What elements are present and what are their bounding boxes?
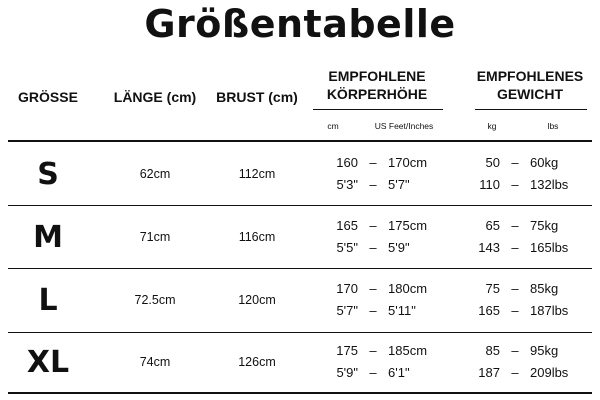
size-label: M: [33, 219, 63, 255]
height-cm-to: 170cm: [388, 155, 428, 170]
chest-value: 120cm: [238, 293, 276, 307]
height-range: [318, 143, 444, 205]
dash: –: [511, 343, 519, 358]
header-size: GRÖSSE: [18, 89, 78, 105]
size-label: XL: [26, 344, 70, 380]
height-ft-to: 5'11": [388, 303, 416, 318]
table-row: [0, 206, 600, 268]
dash: –: [369, 365, 377, 380]
weight-lb-to: 165lbs: [530, 240, 569, 255]
weight-lb-from: 110: [479, 177, 500, 192]
header-height: [310, 67, 444, 103]
height-ft-from: 5'9": [336, 365, 358, 380]
height-cm-from: 175: [336, 343, 358, 358]
table-row: [0, 331, 600, 393]
header-height-rule: [313, 109, 443, 110]
height-ft-from: 5'7": [336, 303, 358, 318]
height-range: [318, 331, 444, 393]
weight-kg-from: 85: [485, 343, 500, 358]
chest-value: 116cm: [238, 230, 276, 244]
header-weight-rule: [475, 109, 587, 110]
length-value: 71cm: [139, 230, 171, 244]
dash: –: [511, 218, 519, 233]
subheader-lbs: lbs: [547, 121, 559, 131]
subheader-cm: cm: [327, 121, 339, 131]
length-value: 74cm: [139, 355, 171, 369]
weight-kg-to: 95kg: [530, 343, 559, 358]
weight-kg-to: 85kg: [530, 281, 559, 296]
dash: –: [369, 343, 377, 358]
height-range: [318, 206, 444, 268]
header-weight-line1: EMPFOHLENES: [476, 68, 584, 84]
weight-lb-to: 187lbs: [530, 303, 569, 318]
height-cm-from: 165: [336, 218, 358, 233]
subheader-kg: kg: [487, 121, 497, 131]
size-label: L: [38, 282, 58, 318]
height-ft-to: 6'1": [388, 365, 410, 380]
dash: –: [369, 218, 377, 233]
header-height-line2: KÖRPERHÖHE: [326, 86, 428, 102]
weight-range: [458, 206, 586, 268]
dash: –: [511, 155, 519, 170]
header-weight: [470, 67, 590, 103]
chest-value: 126cm: [238, 355, 276, 369]
weight-lb-to: 132lbs: [530, 177, 569, 192]
height-ft-from: 5'5": [336, 240, 358, 255]
dash: –: [511, 177, 519, 192]
size-label: S: [37, 156, 59, 192]
dash: –: [511, 303, 519, 318]
height-cm-to: 185cm: [388, 343, 428, 358]
table-rule-top: [8, 140, 592, 142]
dash: –: [511, 240, 519, 255]
weight-lb-from: 187: [478, 365, 500, 380]
chest-value: 112cm: [238, 167, 276, 181]
weight-range: [458, 331, 586, 393]
dash: –: [511, 281, 519, 296]
page-title: Größentabelle: [144, 2, 456, 46]
height-ft-from: 5'3": [336, 177, 358, 192]
dash: –: [369, 240, 377, 255]
dash: –: [369, 155, 377, 170]
height-range: [318, 269, 444, 331]
weight-range: [458, 269, 586, 331]
header-weight-line2: GEWICHT: [496, 86, 564, 102]
header-chest: BRUST (cm): [216, 89, 298, 105]
height-cm-to: 180cm: [388, 281, 428, 296]
weight-lb-from: 143: [478, 240, 500, 255]
weight-kg-from: 50: [485, 155, 500, 170]
weight-range: [458, 143, 586, 205]
table-row: [0, 269, 600, 331]
dash: –: [369, 281, 377, 296]
height-ft-to: 5'7": [388, 177, 410, 192]
height-cm-from: 170: [336, 281, 358, 296]
header-height-line1: EMPFOHLENE: [328, 68, 426, 84]
dash: –: [369, 303, 377, 318]
dash: –: [369, 177, 377, 192]
length-value: 72.5cm: [134, 293, 176, 307]
subheader-us: US Feet/Inches: [374, 121, 434, 131]
dash: –: [511, 365, 519, 380]
height-cm-to: 175cm: [388, 218, 428, 233]
length-value: 62cm: [139, 167, 171, 181]
height-ft-to: 5'9": [388, 240, 410, 255]
weight-kg-to: 60kg: [530, 155, 559, 170]
weight-kg-from: 65: [485, 218, 500, 233]
weight-kg-from: 75: [485, 281, 500, 296]
height-cm-from: 160: [336, 155, 358, 170]
table-row: [0, 143, 600, 205]
weight-kg-to: 75kg: [530, 218, 559, 233]
weight-lb-from: 165: [478, 303, 500, 318]
header-length: LÄNGE (cm): [113, 89, 197, 105]
weight-lb-to: 209lbs: [530, 365, 569, 380]
